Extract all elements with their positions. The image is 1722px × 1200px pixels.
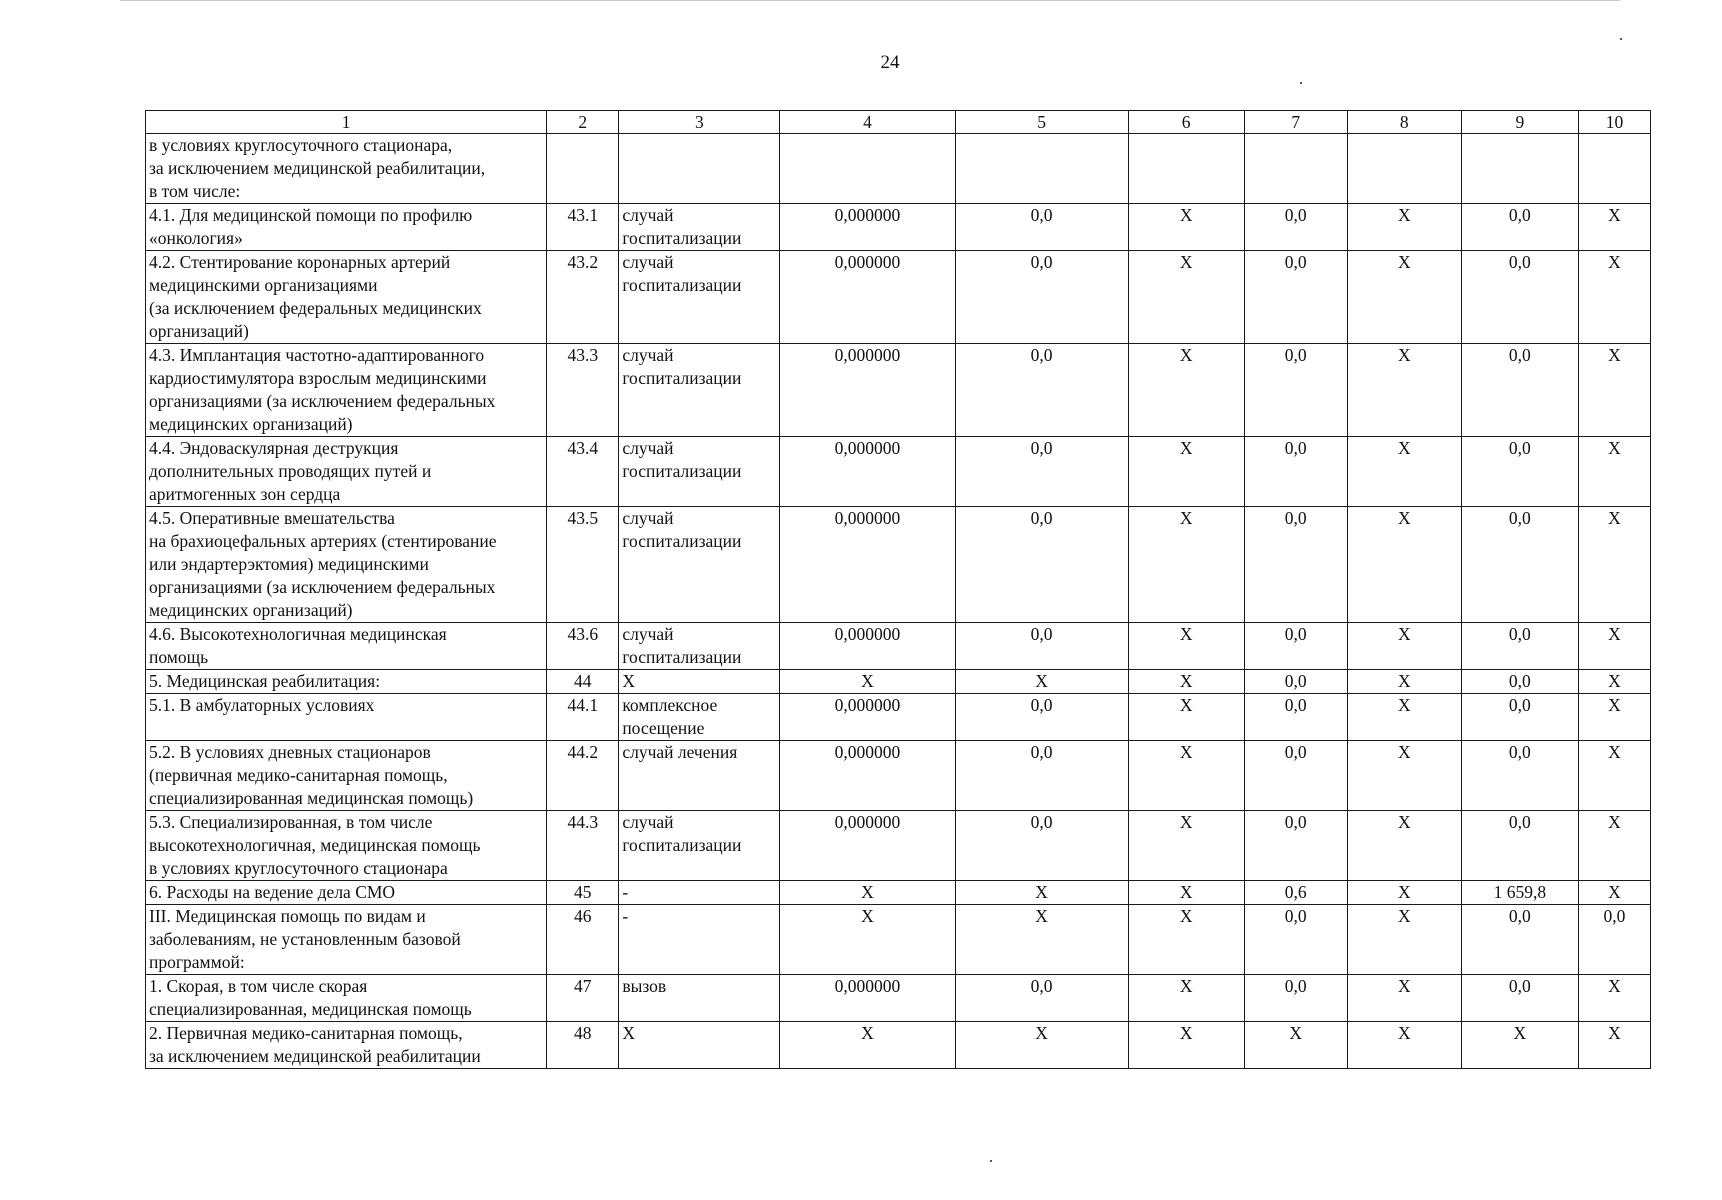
- value-cell: X: [1578, 623, 1650, 670]
- value-cell: X: [780, 1022, 955, 1069]
- value-cell: X: [1128, 507, 1244, 623]
- value-cell: X: [1128, 1022, 1244, 1069]
- column-header: 10: [1578, 111, 1650, 134]
- value-cell: X: [1578, 741, 1650, 811]
- value-cell: 0,0: [1244, 251, 1347, 344]
- value-cell: 0,0: [955, 344, 1128, 437]
- scan-speck: [1300, 82, 1302, 84]
- value-cell: 0,0: [1244, 905, 1347, 975]
- row-number: 43.4: [547, 437, 619, 507]
- value-cell: X: [1128, 623, 1244, 670]
- unit-of-measure: -: [619, 881, 780, 905]
- value-cell: 0,0: [1244, 811, 1347, 881]
- value-cell: X: [1578, 881, 1650, 905]
- value-cell: 0,0: [1244, 437, 1347, 507]
- table-row: [146, 975, 1651, 1022]
- scan-speck: [990, 1160, 992, 1162]
- value-cell: X: [1347, 881, 1461, 905]
- value-cell: 0,000000: [780, 741, 955, 811]
- value-cell: X: [1128, 437, 1244, 507]
- row-number: 46: [547, 905, 619, 975]
- unit-of-measure: случай госпитализации: [619, 811, 780, 881]
- table-row: [146, 623, 1651, 670]
- table-row: [146, 741, 1651, 811]
- unit-of-measure: случай лечения: [619, 741, 780, 811]
- row-description: 4.6. Высокотехнологичная медицинская помощь: [146, 623, 547, 670]
- value-cell: 0,000000: [780, 811, 955, 881]
- value-cell: X: [1461, 1022, 1578, 1069]
- value-cell: 0,0: [1461, 694, 1578, 741]
- row-number: 43.6: [547, 623, 619, 670]
- unit-of-measure: X: [619, 670, 780, 694]
- value-cell: X: [1347, 905, 1461, 975]
- value-cell: 0,0: [1461, 437, 1578, 507]
- value-cell: 0,000000: [780, 694, 955, 741]
- value-cell: 0,0: [1461, 975, 1578, 1022]
- value-cell: X: [1347, 694, 1461, 741]
- column-header: 3: [619, 111, 780, 134]
- value-cell: 0,0: [1461, 670, 1578, 694]
- table-body: [146, 134, 1651, 1069]
- value-cell: [1347, 134, 1461, 204]
- table-row: [146, 437, 1651, 507]
- value-cell: 0,0: [1244, 694, 1347, 741]
- unit-of-measure: случай госпитализации: [619, 344, 780, 437]
- row-number: 47: [547, 975, 619, 1022]
- value-cell: 0,0: [1244, 204, 1347, 251]
- row-number: 43.1: [547, 204, 619, 251]
- value-cell: X: [780, 905, 955, 975]
- value-cell: X: [1347, 623, 1461, 670]
- value-cell: 0,0: [1461, 905, 1578, 975]
- column-header: 2: [547, 111, 619, 134]
- table-row: [146, 1022, 1651, 1069]
- value-cell: 0,000000: [780, 437, 955, 507]
- value-cell: X: [1347, 344, 1461, 437]
- table-row: [146, 134, 1651, 204]
- value-cell: X: [1347, 741, 1461, 811]
- value-cell: 0,0: [1244, 507, 1347, 623]
- unit-of-measure: случай госпитализации: [619, 623, 780, 670]
- value-cell: X: [1578, 694, 1650, 741]
- page-number: 24: [880, 52, 900, 73]
- row-number: 48: [547, 1022, 619, 1069]
- value-cell: 0,0: [955, 507, 1128, 623]
- value-cell: X: [1347, 507, 1461, 623]
- value-cell: X: [1128, 741, 1244, 811]
- value-cell: X: [1128, 694, 1244, 741]
- row-number: 43.2: [547, 251, 619, 344]
- unit-of-measure: случай госпитализации: [619, 437, 780, 507]
- row-description: 6. Расходы на ведение дела СМО: [146, 881, 547, 905]
- value-cell: X: [1578, 437, 1650, 507]
- value-cell: 0,0: [1244, 741, 1347, 811]
- value-cell: [955, 134, 1128, 204]
- value-cell: 0,0: [955, 975, 1128, 1022]
- value-cell: 0,0: [955, 694, 1128, 741]
- data-table: [145, 110, 1651, 1069]
- unit-of-measure: комплексное посещение: [619, 694, 780, 741]
- unit-of-measure: X: [619, 1022, 780, 1069]
- row-number: 44.1: [547, 694, 619, 741]
- value-cell: X: [1347, 811, 1461, 881]
- value-cell: 0,0: [1461, 741, 1578, 811]
- value-cell: X: [1244, 1022, 1347, 1069]
- table-row: [146, 251, 1651, 344]
- value-cell: 0,000000: [780, 623, 955, 670]
- value-cell: 0,0: [1244, 670, 1347, 694]
- value-cell: X: [1347, 437, 1461, 507]
- value-cell: X: [1128, 811, 1244, 881]
- column-header: 8: [1347, 111, 1461, 134]
- column-header: 4: [780, 111, 955, 134]
- value-cell: 0,0: [955, 741, 1128, 811]
- row-description: 1. Скорая, в том числе скорая специализированная, медицинская помощь: [146, 975, 547, 1022]
- row-number: 44: [547, 670, 619, 694]
- value-cell: X: [1578, 251, 1650, 344]
- value-cell: 1 659,8: [1461, 881, 1578, 905]
- table-row: [146, 204, 1651, 251]
- value-cell: 0,000000: [780, 251, 955, 344]
- value-cell: X: [1578, 507, 1650, 623]
- value-cell: [780, 134, 955, 204]
- value-cell: X: [1128, 344, 1244, 437]
- row-number: 43.5: [547, 507, 619, 623]
- row-description: 4.2. Стентирование коронарных артерий медицинскими организациями (за исключением федеральных медицинских организаций): [146, 251, 547, 344]
- value-cell: X: [1347, 975, 1461, 1022]
- column-header: 7: [1244, 111, 1347, 134]
- column-header: 6: [1128, 111, 1244, 134]
- value-cell: X: [1578, 670, 1650, 694]
- unit-of-measure: случай госпитализации: [619, 251, 780, 344]
- row-description: 4.4. Эндоваскулярная деструкция дополнительных проводящих путей и аритмогенных зон сердца: [146, 437, 547, 507]
- value-cell: X: [955, 1022, 1128, 1069]
- row-description: 4.3. Имплантация частотно-адаптированного кардиостимулятора взрослым медицинскими организациями (за исключением федеральных медицинских организаций): [146, 344, 547, 437]
- value-cell: X: [1128, 251, 1244, 344]
- value-cell: 0,0: [955, 437, 1128, 507]
- value-cell: X: [1347, 251, 1461, 344]
- column-number-row: [146, 111, 1651, 134]
- table-row: [146, 905, 1651, 975]
- value-cell: X: [1128, 881, 1244, 905]
- value-cell: X: [1128, 905, 1244, 975]
- unit-of-measure: [619, 134, 780, 204]
- value-cell: X: [1128, 204, 1244, 251]
- value-cell: 0,0: [1244, 975, 1347, 1022]
- value-cell: X: [1128, 670, 1244, 694]
- row-number: 44.2: [547, 741, 619, 811]
- unit-of-measure: вызов: [619, 975, 780, 1022]
- row-number: 44.3: [547, 811, 619, 881]
- column-header: 1: [146, 111, 547, 134]
- row-description: 4.5. Оперативные вмешательства на брахиоцефальных артериях (стентирование или эндартерэктомия) медицинскими организациями (за исключением федеральных медицинских организаций): [146, 507, 547, 623]
- value-cell: 0,0: [1244, 623, 1347, 670]
- column-header: 9: [1461, 111, 1578, 134]
- value-cell: 0,000000: [780, 344, 955, 437]
- value-cell: 0,0: [955, 251, 1128, 344]
- value-cell: 0,000000: [780, 507, 955, 623]
- value-cell: X: [955, 670, 1128, 694]
- value-cell: 0,0: [1244, 344, 1347, 437]
- value-cell: X: [1347, 204, 1461, 251]
- value-cell: [1244, 134, 1347, 204]
- value-cell: X: [1578, 975, 1650, 1022]
- table-row: [146, 344, 1651, 437]
- value-cell: X: [955, 905, 1128, 975]
- value-cell: [1578, 134, 1650, 204]
- value-cell: X: [780, 881, 955, 905]
- column-header: 5: [955, 111, 1128, 134]
- table-row: [146, 694, 1651, 741]
- row-number: 45: [547, 881, 619, 905]
- row-description: 5. Медицинская реабилитация:: [146, 670, 547, 694]
- row-description: 5.2. В условиях дневных стационаров (первичная медико-санитарная помощь, специализированная медицинская помощь): [146, 741, 547, 811]
- unit-of-measure: случай госпитализации: [619, 204, 780, 251]
- scan-speck: [1620, 38, 1622, 40]
- value-cell: 0,0: [1461, 204, 1578, 251]
- value-cell: X: [1578, 204, 1650, 251]
- value-cell: 0,0: [1461, 507, 1578, 623]
- value-cell: 0,0: [955, 204, 1128, 251]
- table-row: [146, 811, 1651, 881]
- value-cell: X: [1578, 811, 1650, 881]
- row-description: 4.1. Для медицинской помощи по профилю «онкология»: [146, 204, 547, 251]
- value-cell: 0,0: [1461, 251, 1578, 344]
- value-cell: X: [955, 881, 1128, 905]
- top-rule: [120, 0, 1620, 1]
- row-description: в условиях круглосуточного стационара, за исключением медицинской реабилитации, в том числе:: [146, 134, 547, 204]
- row-description: III. Медицинская помощь по видам и заболеваниям, не установленным базовой программой:: [146, 905, 547, 975]
- value-cell: [1128, 134, 1244, 204]
- value-cell: X: [1578, 1022, 1650, 1069]
- value-cell: X: [1347, 670, 1461, 694]
- row-description: 2. Первичная медико-санитарная помощь, за исключением медицинской реабилитации: [146, 1022, 547, 1069]
- value-cell: X: [1578, 344, 1650, 437]
- value-cell: 0,0: [1461, 811, 1578, 881]
- row-description: 5.1. В амбулаторных условиях: [146, 694, 547, 741]
- value-cell: 0,0: [1461, 623, 1578, 670]
- table-row: [146, 670, 1651, 694]
- row-number: [547, 134, 619, 204]
- value-cell: 0,000000: [780, 204, 955, 251]
- value-cell: X: [1128, 975, 1244, 1022]
- unit-of-measure: -: [619, 905, 780, 975]
- value-cell: 0,6: [1244, 881, 1347, 905]
- value-cell: 0,000000: [780, 975, 955, 1022]
- value-cell: X: [780, 670, 955, 694]
- value-cell: 0,0: [955, 811, 1128, 881]
- row-description: 5.3. Специализированная, в том числе высокотехнологичная, медицинская помощь в условиях круглосуточного стационара: [146, 811, 547, 881]
- row-number: 43.3: [547, 344, 619, 437]
- value-cell: 0,0: [955, 623, 1128, 670]
- value-cell: 0,0: [1578, 905, 1650, 975]
- unit-of-measure: случай госпитализации: [619, 507, 780, 623]
- table-row: [146, 881, 1651, 905]
- value-cell: 0,0: [1461, 344, 1578, 437]
- value-cell: X: [1347, 1022, 1461, 1069]
- value-cell: [1461, 134, 1578, 204]
- table-row: [146, 507, 1651, 623]
